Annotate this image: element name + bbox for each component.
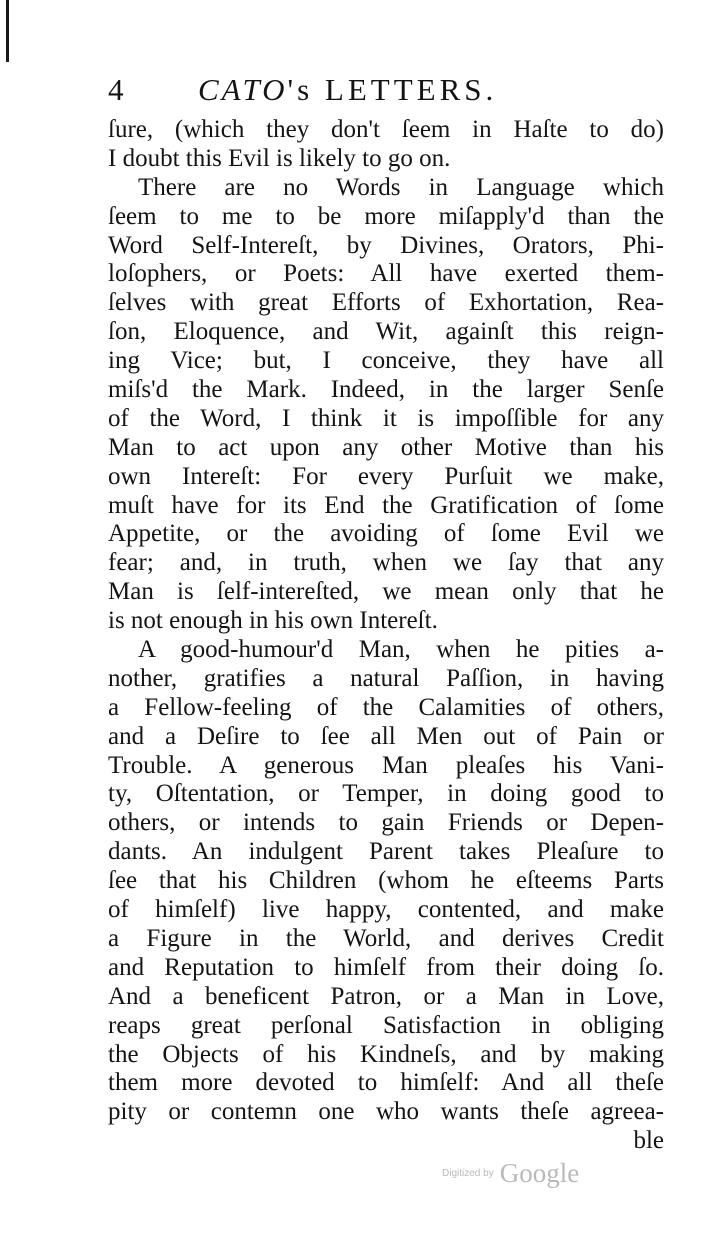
- catchword: ble: [633, 1127, 664, 1154]
- text-line: and Reputation to himſelf from their doing ſo.: [108, 953, 664, 981]
- text-line: ſure, (which they don't ſeem in Haſte to do): [108, 116, 664, 143]
- text-line: ing Vice; but, I conceive, they have all: [108, 347, 664, 375]
- text-line: Word Self-Intereſt, by Divines, Orators, Phi-: [108, 231, 664, 259]
- scan-edge-mark: [6, 0, 9, 62]
- text-line: loſophers, or Poets: All have exerted them-: [108, 260, 664, 288]
- running-head-letters: 's LETTERS.: [287, 72, 498, 107]
- running-head: [198, 70, 497, 110]
- text-line: of the Word, I think it is impoſſible for any: [108, 404, 664, 432]
- text-line: Man to act upon any other Motive than his: [108, 433, 664, 461]
- text-line: muſt have for its End the Gratification of ſome: [108, 491, 664, 519]
- text-line: a Fellow-feeling of the Calamities of others,: [108, 693, 664, 721]
- text-line: ſeem to me to be more miſapply'd than the: [108, 202, 664, 230]
- text-line: is not enough in his own Intereſt.: [108, 607, 438, 635]
- text-line: ſee that his Children (whom he eſteems Parts: [108, 867, 664, 895]
- text-line: There are no Words in Language which: [138, 173, 664, 201]
- text-line: ſelves with great Efforts of Exhortation, Rea-: [108, 289, 664, 317]
- text-line: them more devoted to himſelf: And all theſe: [108, 1069, 664, 1097]
- text-line: pity or contemn one who wants theſe agreea-: [108, 1098, 664, 1126]
- page-header: [108, 68, 668, 116]
- text-line: miſs'd the Mark. Indeed, in the larger Senſe: [108, 376, 664, 404]
- text-line: Trouble. A generous Man pleaſes his Vani-: [108, 751, 664, 779]
- text-line: And a beneficent Patron, or a Man in Love,: [108, 982, 664, 1010]
- text-line: ſon, Eloquence, and Wit, againſt this reign-: [108, 318, 664, 346]
- body-text: [108, 116, 664, 1127]
- digitized-by-google-watermark: [442, 1158, 579, 1189]
- text-line: a Figure in the World, and derives Credit: [108, 924, 664, 952]
- text-line: A good-humour'd Man, when he pities a-: [138, 636, 664, 664]
- text-line: ty, Oſtentation, or Temper, in doing good to: [108, 780, 664, 808]
- google-logo: Google: [499, 1158, 580, 1188]
- page-number: 4: [108, 72, 124, 107]
- running-head-cato: CATO: [198, 72, 288, 107]
- text-line: I doubt this Evil is likely to go on.: [108, 144, 451, 172]
- text-line: own Intereſt: For every Purſuit we make,: [108, 462, 664, 490]
- text-line: of himſelf) live happy, contented, and make: [108, 896, 664, 924]
- text-line: fear; and, in truth, when we ſay that any: [108, 549, 664, 577]
- text-line: Appetite, or the avoiding of ſome Evil we: [108, 520, 664, 548]
- text-line: Man is ſelf-intereſted, we mean only that he: [108, 578, 664, 606]
- watermark-prefix: Digitized by: [442, 1168, 494, 1179]
- text-line: and a Deſire to ſee all Men out of Pain or: [108, 722, 664, 750]
- text-line: others, or intends to gain Friends or Depen-: [108, 809, 664, 837]
- text-line: dants. An indulgent Parent takes Pleaſure to: [108, 838, 664, 866]
- text-line: the Objects of his Kindneſs, and by making: [108, 1040, 664, 1068]
- text-line: reaps great perſonal Satisfaction in obliging: [108, 1011, 664, 1039]
- text-line: nother, gratifies a natural Paſſion, in having: [108, 664, 664, 692]
